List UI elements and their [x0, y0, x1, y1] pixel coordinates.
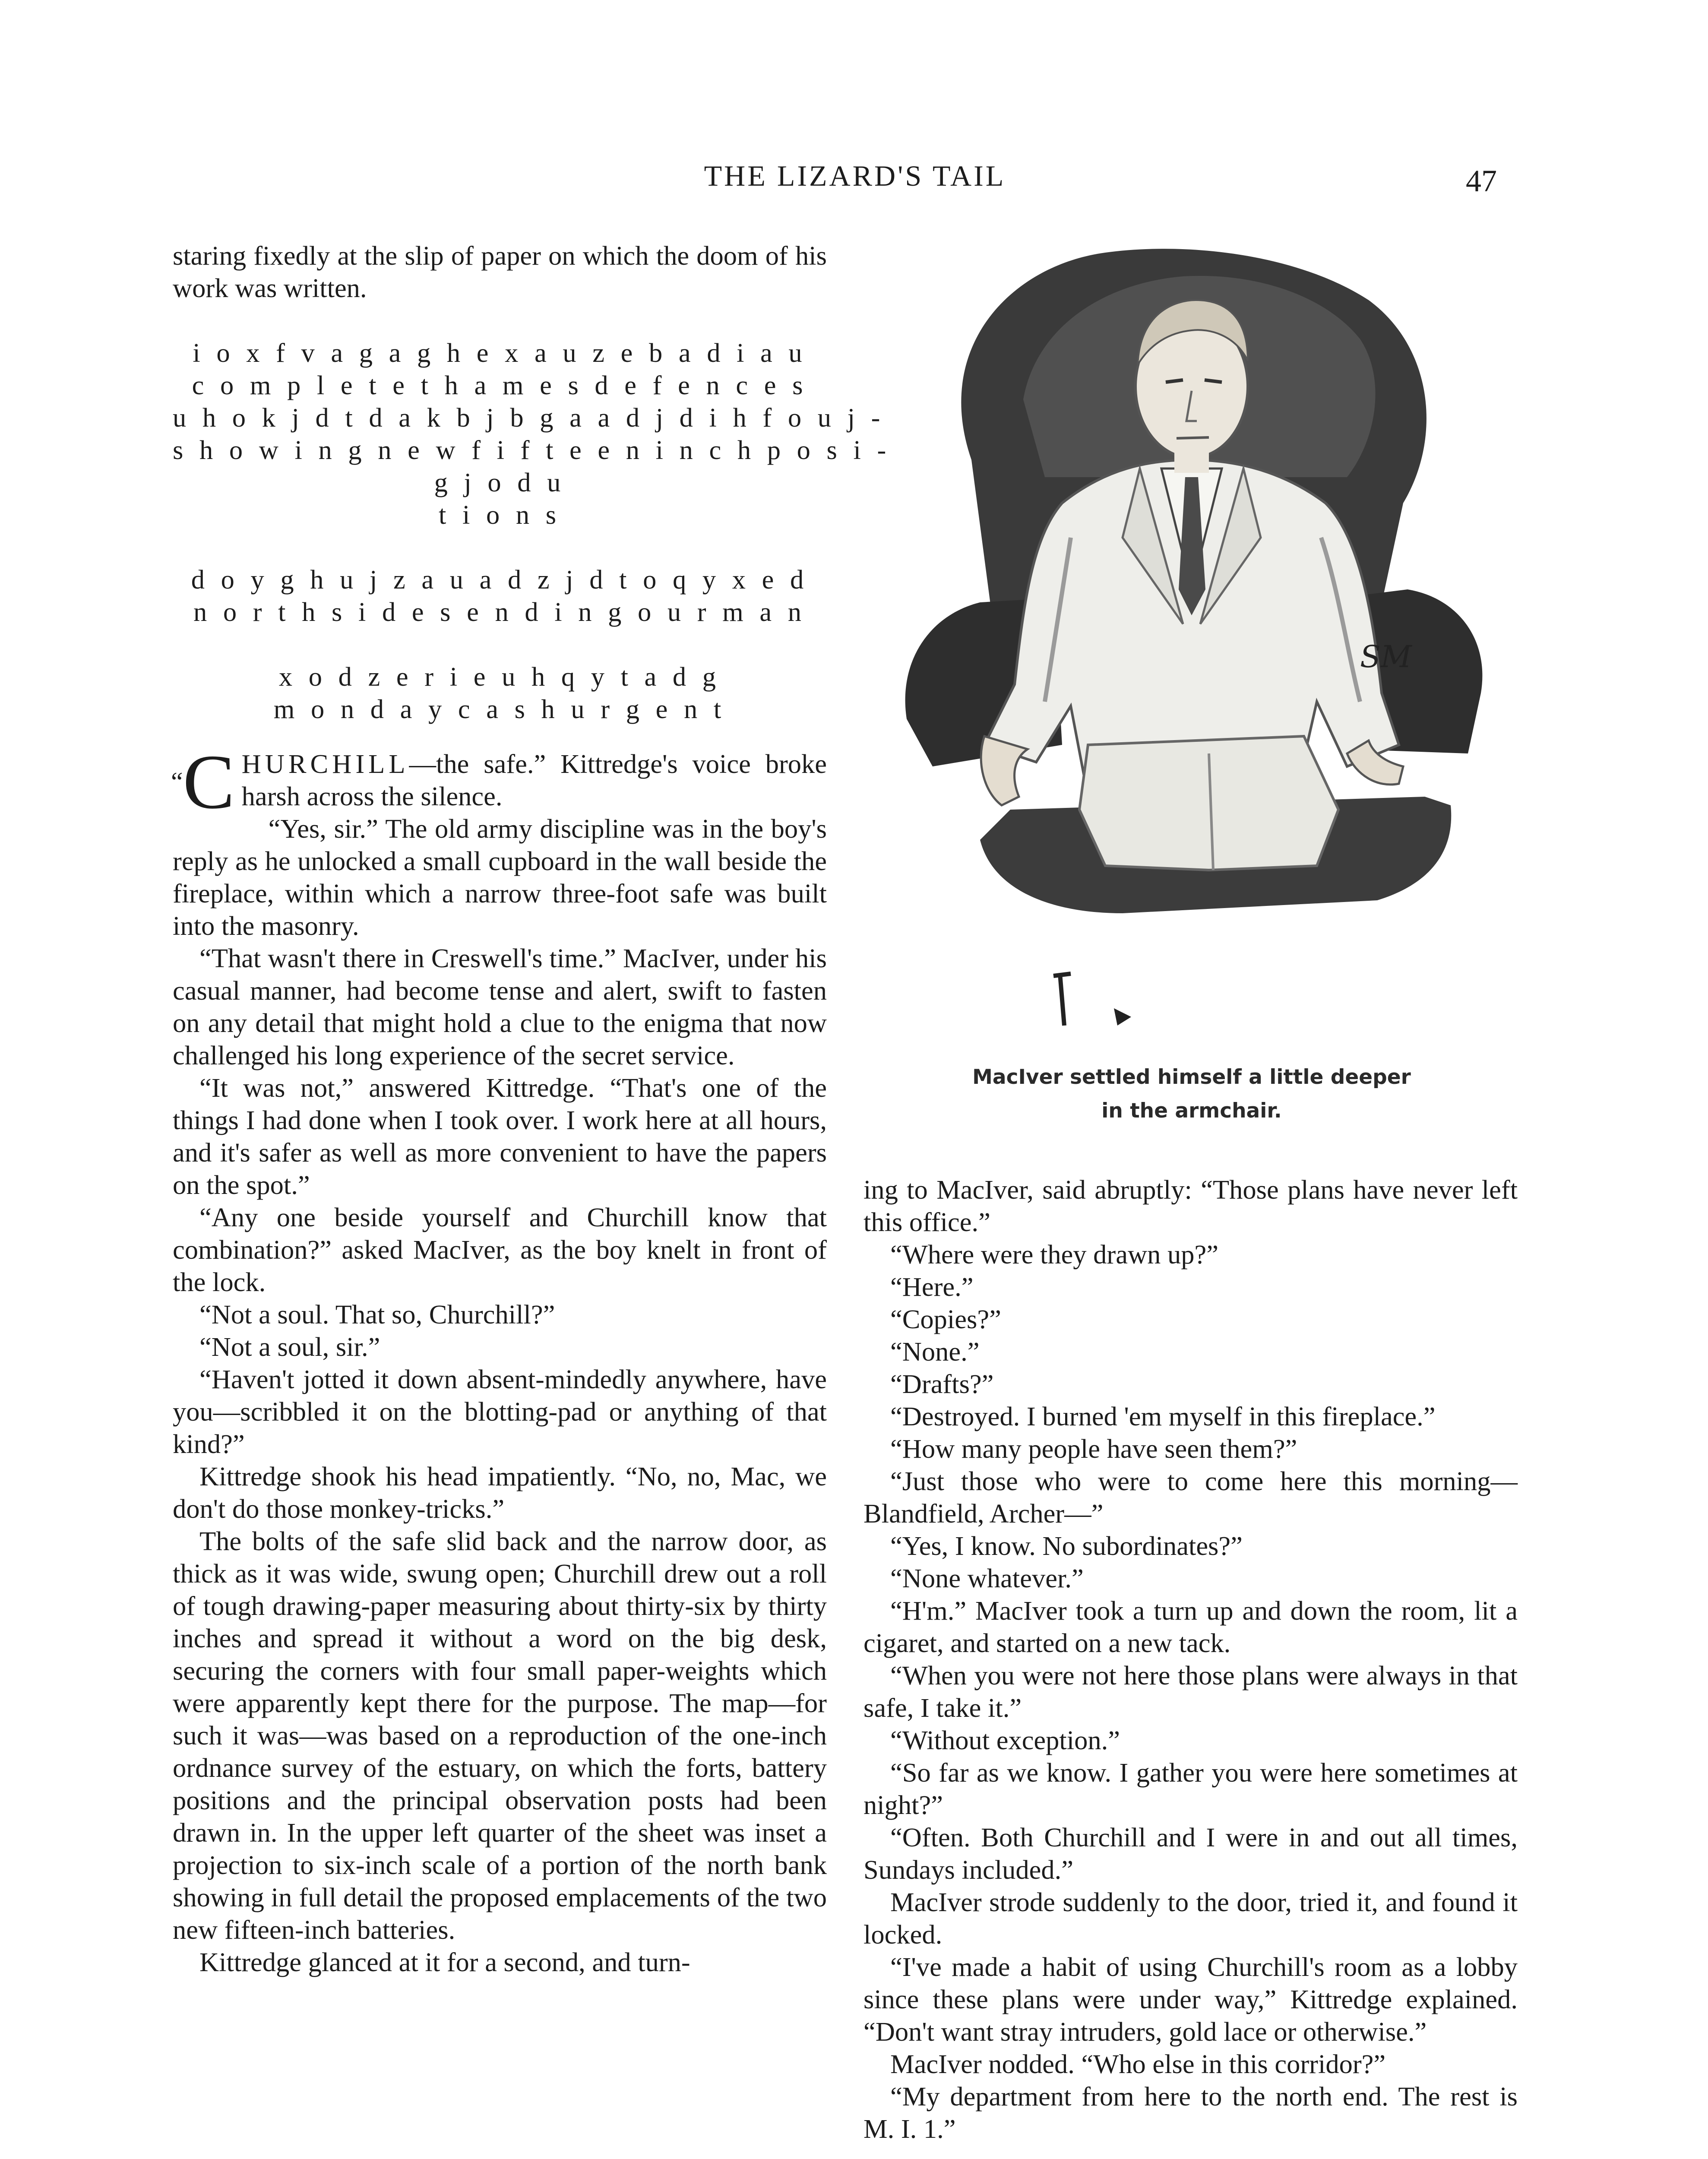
- body-paragraph: “Without exception.”: [890, 1725, 1120, 1755]
- illustration-caption: [885, 1061, 1498, 1128]
- cipher-block-3: [173, 661, 827, 725]
- cipher-line: i o x f v a g a g h e x a u z e b a d i a u: [193, 338, 807, 368]
- body-paragraph: “Copies?”: [890, 1304, 1001, 1334]
- body-paragraph: “It was not,” answered Kittredge. “That's one of the things I had done when I took over. I work here at all hours, and it's safer as well as more convenient to have the papers on the spot.”: [173, 1073, 827, 1200]
- dropcap-smallcaps: HURCHILL: [241, 749, 409, 779]
- cipher-line: m o n d a y c a s h u r g e n t: [273, 694, 726, 724]
- body-paragraph: “Destroyed. I burned 'em myself in this fireplace.”: [890, 1401, 1436, 1431]
- left-column: [171, 240, 891, 1979]
- cipher-line: c o m p l e t e t h a m e s d e f e n c e s: [192, 370, 808, 400]
- body-paragraph: “Yes, I know. No subordinates?”: [890, 1531, 1243, 1561]
- opening-paragraph: staring fixedly at the slip of paper on which the doom of his work was written.: [173, 241, 827, 303]
- body-paragraph: “My department from here to the north end. The rest is M. I. 1.”: [863, 2081, 1518, 2144]
- continuation-paragraph: ing to MacIver, said abruptly: “Those plans have never left this office.”: [863, 1174, 1518, 1237]
- right-column: [863, 1174, 1518, 2145]
- body-paragraph: “H'm.” MacIver took a turn up and down the room, lit a cigaret, and started on a new tack.: [863, 1596, 1518, 1658]
- cipher-block-1: [173, 337, 891, 531]
- body-paragraph: “When you were not here those plans were always in that safe, I take it.”: [863, 1660, 1518, 1723]
- body-paragraph: “Yes, sir.” The old army discipline was in the boy's reply as he unlocked a small cupboard in the wall beside the fireplace, within which a narrow three-foot safe was built into the masonry.: [173, 814, 827, 941]
- body-paragraph: “Often. Both Churchill and I were in and out all times, Sundays included.”: [863, 1822, 1518, 1885]
- body-paragraph: “I've made a habit of using Churchill's room as a lobby since these plans were under way,” Kittredge explained. “Don't want stray intruders, gold lace or otherwise.”: [863, 1952, 1518, 2047]
- cipher-line: s h o w i n g n e w f i f t e e n i n c h p o s i -: [173, 435, 891, 465]
- drop-cap-letter: C: [183, 739, 235, 825]
- body-paragraph: “Not a soul, sir.”: [199, 1332, 380, 1362]
- cipher-block-2: [173, 563, 827, 628]
- body-paragraph: “None whatever.”: [890, 1563, 1084, 1593]
- cipher-line: d o y g h u j z a u a d z j d t o q y x e d: [191, 564, 809, 595]
- dropcap-rest: —the safe.” Kittredge's voice broke harsh across the silence.: [241, 749, 827, 811]
- cipher-line: u h o k j d t d a k b j b g a a d j d i h f o u j -: [173, 402, 885, 433]
- cipher-line: t i o n s: [438, 500, 561, 530]
- running-header-title: THE LIZARD'S TAIL: [704, 159, 1006, 192]
- drop-cap-quote: “: [171, 767, 183, 797]
- body-paragraph: “That wasn't there in Creswell's time.” MacIver, under his casual manner, had become tense and alert, swift to fasten on any detail that might hold a clue to the enigma that now challenged his long experience of the secret service.: [173, 943, 827, 1070]
- body-paragraph: “Not a soul. That so, Churchill?”: [199, 1299, 555, 1330]
- body-paragraph: “None.”: [890, 1336, 980, 1367]
- body-paragraph: Kittredge shook his head impatiently. “No, no, Mac, we don't do those monkey-tricks.”: [173, 1461, 827, 1524]
- body-paragraph: “Where were they drawn up?”: [890, 1239, 1218, 1269]
- cipher-line: x o d z e r i e u h q y t a d g: [278, 662, 721, 692]
- drop-cap: [171, 739, 235, 825]
- caption-line: in the armchair.: [1101, 1099, 1282, 1123]
- cipher-line: n o r t h s i d e s e n d i n g o u r m a n: [193, 597, 807, 627]
- body-paragraph: “Drafts?”: [890, 1369, 994, 1399]
- body-paragraph: MacIver nodded. “Who else in this corridor?”: [890, 2049, 1386, 2079]
- body-paragraph: The bolts of the safe slid back and the narrow door, as thick as it was wide, swung open; Churchill drew out a roll of tough drawing-paper measuring about thirty-six by thirty inches and spread it without a word on the big desk, securing the corners with four small paper-weights which were apparently kept there for the purpose. The map—for such it was—was based on a reproduction of the one-inch ordnance survey of the estuary, on which the forts, battery positions and the principal observation posts had been drawn in. In the upper left quarter of the sheet was inset a projection to six-inch scale of a portion of the north bank showing in full detail the proposed emplacements of the two new fifteen-inch batteries.: [173, 1526, 827, 1945]
- caption-line: MacIver settled himself a little deeper: [972, 1065, 1411, 1089]
- artist-signature: SM: [1360, 639, 1412, 674]
- dropcap-paragraph: [171, 739, 827, 825]
- cipher-line: g j o d u: [434, 467, 566, 497]
- body-paragraph: “How many people have seen them?”: [890, 1434, 1297, 1464]
- body-paragraph: MacIver strode suddenly to the door, tried it, and found it locked.: [863, 1887, 1518, 1950]
- armchair-illustration: [881, 235, 1502, 1056]
- body-paragraph: “So far as we know. I gather you were here sometimes at night?”: [863, 1757, 1518, 1820]
- body-paragraph: “Here.”: [890, 1272, 974, 1302]
- page-number: 47: [1466, 164, 1497, 198]
- body-paragraph: Kittredge glanced at it for a second, and turn-: [199, 1947, 690, 1977]
- body-paragraph: “Any one beside yourself and Churchill know that combination?” asked MacIver, as the boy knelt in front of the lock.: [173, 1202, 827, 1297]
- body-paragraph: “Haven't jotted it down absent-mindedly anywhere, have you—scribbled it on the blotting-pad or anything of that kind?”: [173, 1364, 827, 1459]
- body-paragraph: “Just those who were to come here this morning—Blandfield, Archer—”: [863, 1466, 1518, 1529]
